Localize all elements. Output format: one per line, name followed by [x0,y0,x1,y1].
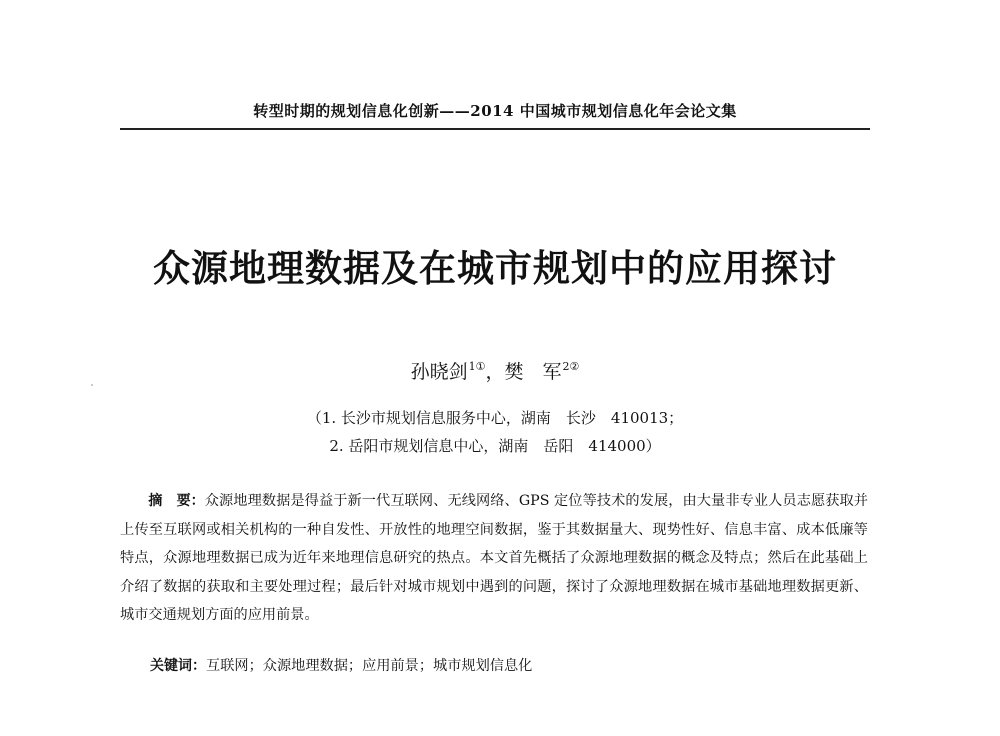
keywords-text: 互联网；众源地理数据；应用前景；城市规划信息化 [206,658,533,674]
abstract-text: 众源地理数据是得益于新一代互联网、无线网络、GPS 定位等技术的发展，由大量非专业人员志愿获取并上传至互联网或相关机构的一种自发性、开放性的地理空间数据，鉴于其数据量大、现势性好、信息丰富、成本低廉等特点，众源地理数据已成为近年来地理信息研究的热点。本文首先概括了众源地理数据的概念及特点；然后在此基础上介绍了数据的获取和主要处理过程；最后针对城市规划中遇到的问题，探讨了众源地理数据在城市基础地理数据更新、城市交通规划方面的应用前景。 [120,493,868,623]
abstract-label: 摘 要： [148,493,205,509]
author-line [120,357,870,384]
header-rule [120,128,870,130]
abstract [120,487,868,630]
author-separator: ， [485,361,505,383]
author-name-2: 樊 军 [504,361,562,383]
paper-title: 众源地理数据及在城市规划中的应用探讨 [153,247,837,290]
keywords-label: 关键词： [150,658,206,674]
keywords [150,654,870,678]
affiliation-2: 2. 岳阳市规划信息中心，湖南 岳阳 414000） [329,437,661,455]
scan-speck [91,384,93,386]
author-mark-1: 1① [468,360,486,373]
running-header: 转型时期的规划信息化创新——2014 中国城市规划信息化年会论文集 [253,102,737,120]
affiliations [120,404,870,460]
abstract-paragraph [120,487,868,630]
affiliation-1: （1. 长沙市规划信息服务中心，湖南 长沙 410013； [306,409,684,427]
author-name-1: 孙晓剑 [410,361,468,383]
author-mark-2: 2② [562,360,580,373]
